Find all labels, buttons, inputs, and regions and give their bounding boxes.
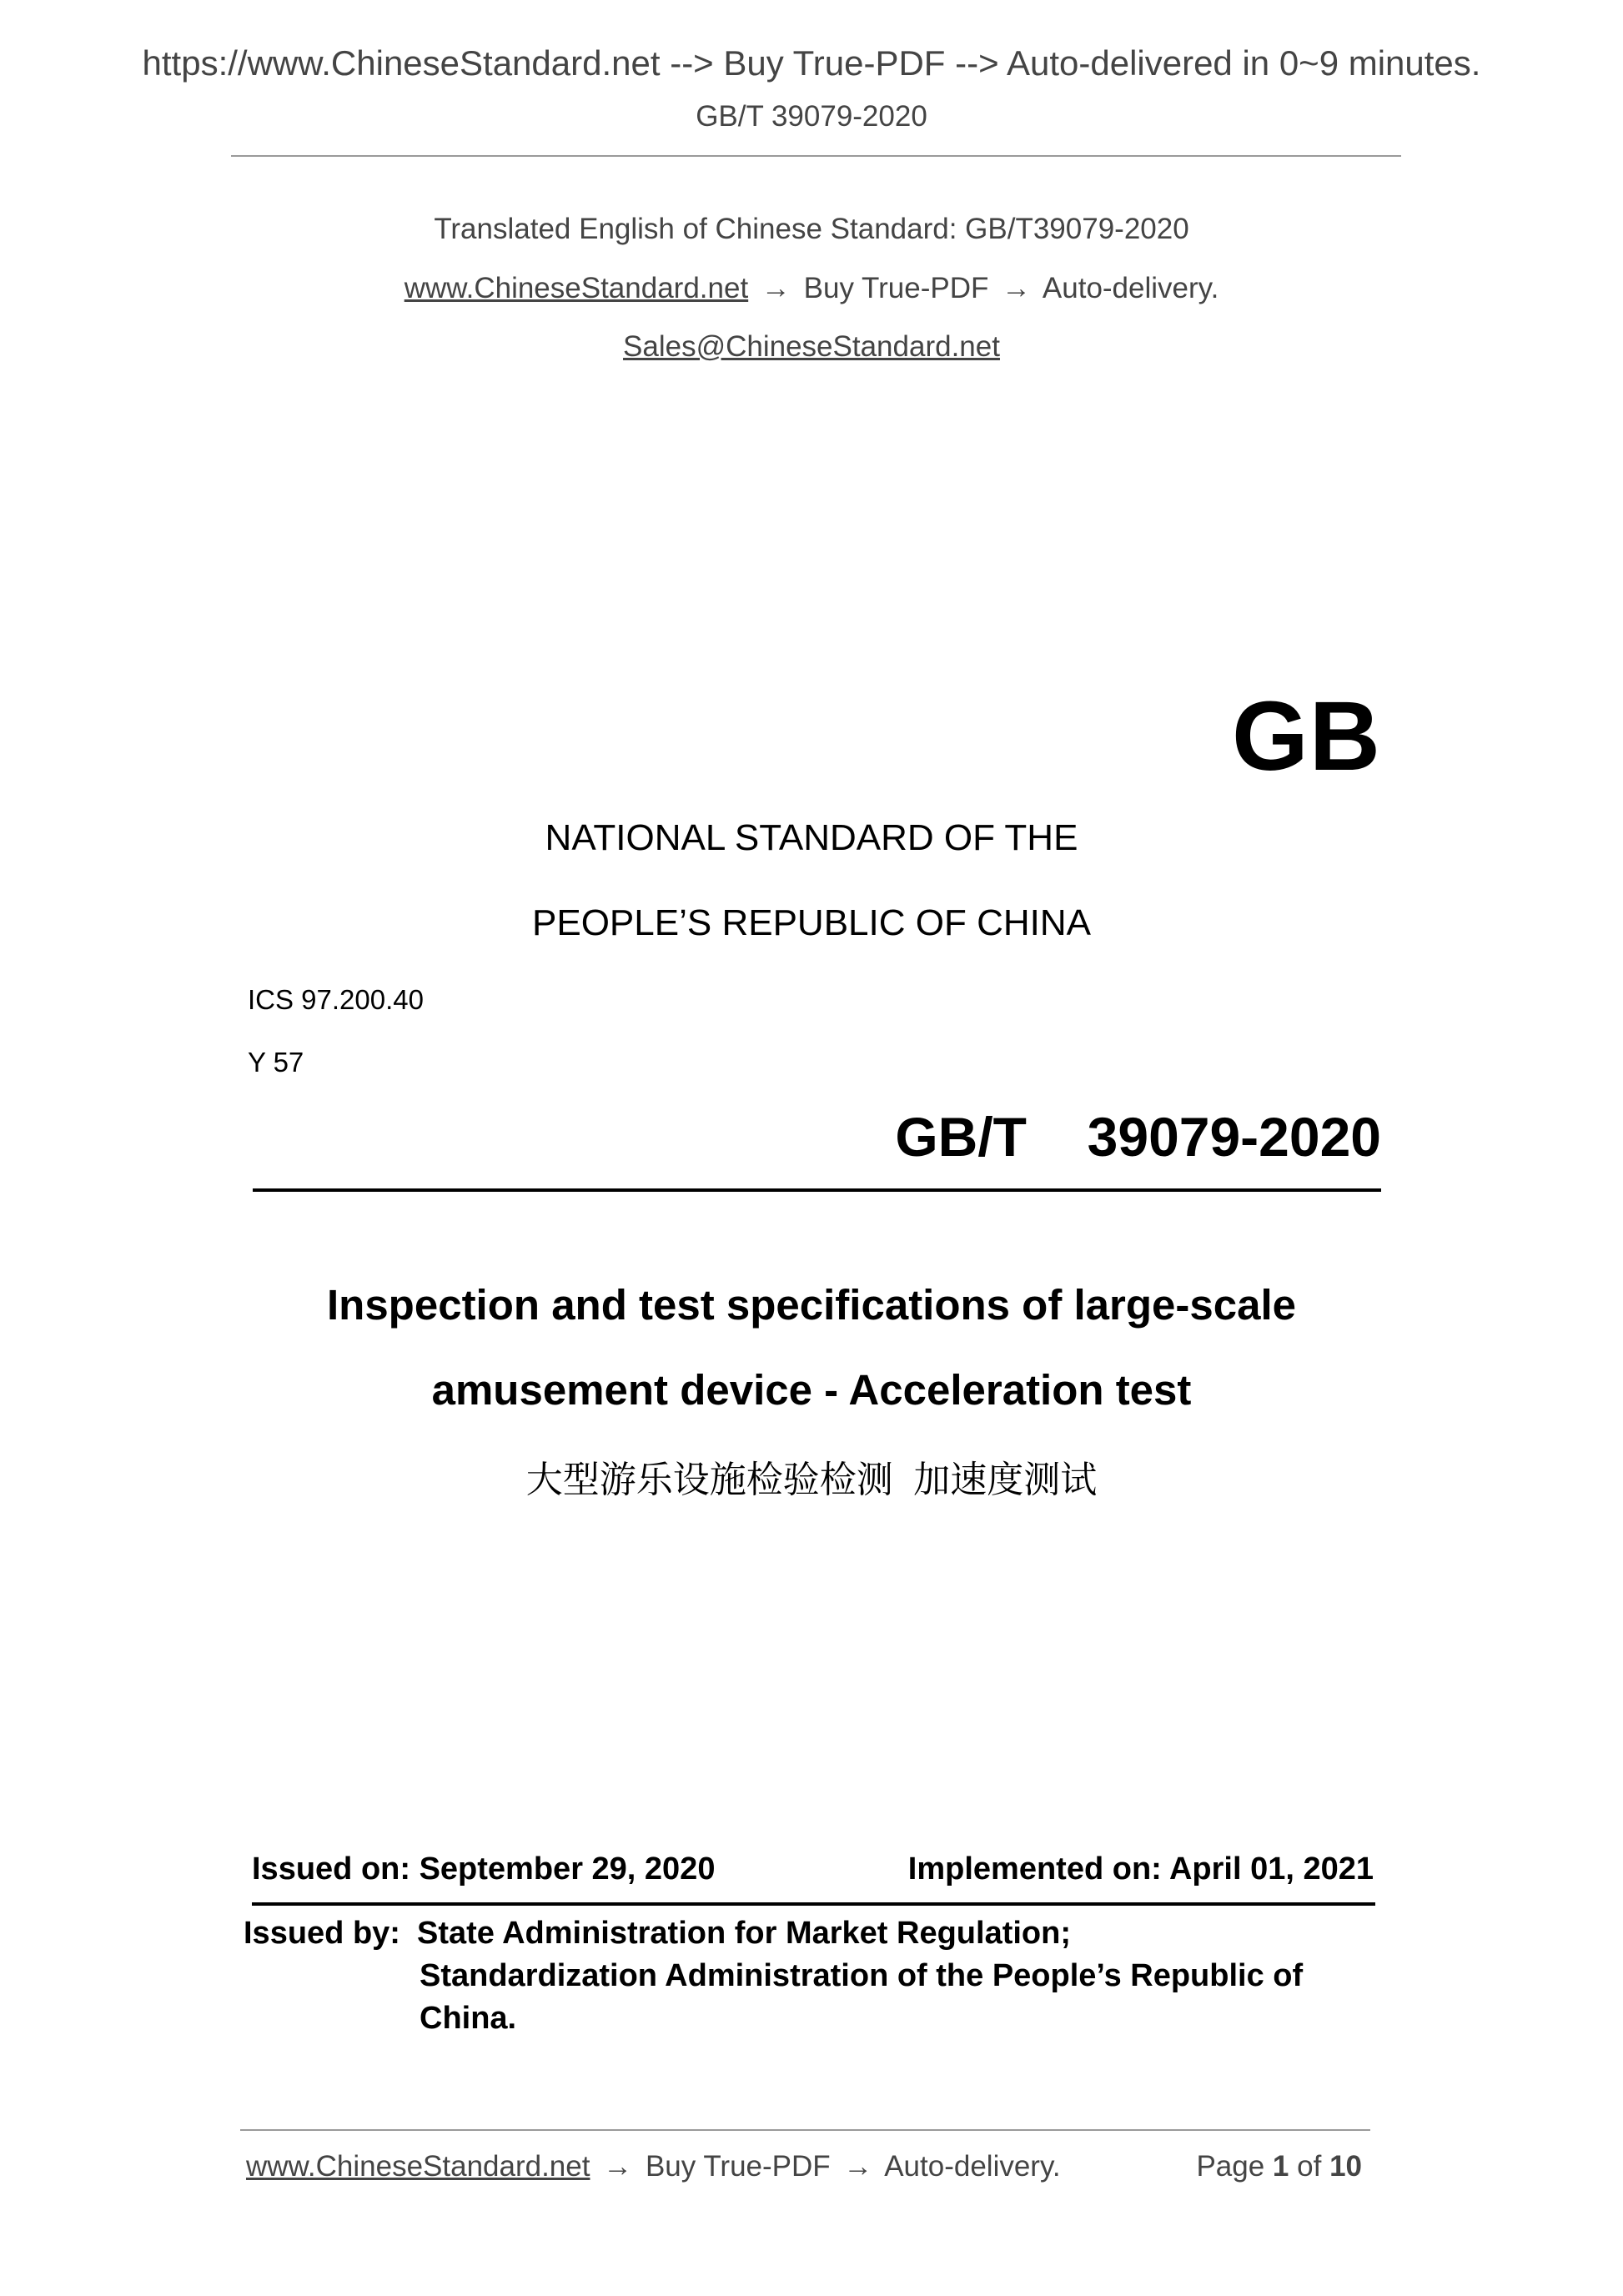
arrow-right-icon: → [603, 2150, 633, 2183]
page-total: 10 [1329, 2150, 1362, 2183]
document-title-chinese: 大型游乐设施检验检测 加速度测试 [525, 1459, 1098, 1500]
arrow-right-icon: → [761, 272, 791, 304]
national-standard-line-2: PEOPLE’S REPUBLIC OF CHINA [532, 902, 1091, 943]
buy-true-pdf-text: Buy True-PDF [803, 272, 989, 304]
page-label: Page [1196, 2150, 1265, 2183]
footer-divider [240, 2129, 1370, 2131]
issuer-line-1: State Administration for Market Regulation; [417, 1916, 1071, 1951]
national-standard-line-1: NATIONAL STANDARD OF THE [545, 817, 1078, 858]
header-standard-code: GB/T 39079-2020 [696, 100, 927, 133]
page-current: 1 [1272, 2150, 1289, 2183]
issuer-line-3: China. [420, 2001, 517, 2036]
page-indicator [1196, 2150, 1362, 2183]
page-of-label: of [1297, 2150, 1322, 2183]
document-title-line-1: Inspection and test specifications of large-scale [327, 1281, 1296, 1329]
sales-email-link[interactable]: Sales@ChineseStandard.net [623, 330, 1000, 363]
standard-number: GB/T 39079-2020 [895, 1106, 1381, 1168]
arrow-right-icon: → [843, 2150, 873, 2183]
issued-on-date: Issued on: September 29, 2020 [252, 1851, 716, 1887]
auto-delivery-text: Auto-delivery. [1042, 272, 1219, 304]
standard-number-rule [253, 1188, 1381, 1192]
purchase-line [0, 272, 1623, 305]
ics-code: ICS 97.200.40 [248, 984, 424, 1015]
issuer-line-2: Standardization Administration of the People’s Republic of [420, 1958, 1304, 1993]
footer-buy-text: Buy True-PDF [645, 2150, 831, 2183]
header-divider [231, 155, 1401, 157]
arrow-right-icon: → [1002, 272, 1032, 304]
email-line [0, 330, 1623, 364]
header-url-line: https://www.ChineseStandard.net --> Buy True-PDF --> Auto-delivered in 0~9 minutes. [142, 43, 1481, 83]
footer-site-link[interactable]: www.ChineseStandard.net [246, 2150, 590, 2183]
translation-note: Translated English of Chinese Standard: GB/T39079-2020 [434, 213, 1189, 245]
document-title-line-2: amusement device - Acceleration test [431, 1366, 1192, 1414]
implemented-on-date: Implemented on: April 01, 2021 [907, 1851, 1374, 1887]
dates-rule [252, 1902, 1375, 1906]
footer-delivery-text: Auto-delivery. [884, 2150, 1061, 2183]
gb-mark: GB [1232, 681, 1381, 791]
site-link[interactable]: www.ChineseStandard.net [404, 272, 749, 304]
footer-purchase-line [246, 2150, 1061, 2183]
issued-by-label: Issued by: [244, 1916, 400, 1951]
category-code: Y 57 [248, 1047, 304, 1078]
